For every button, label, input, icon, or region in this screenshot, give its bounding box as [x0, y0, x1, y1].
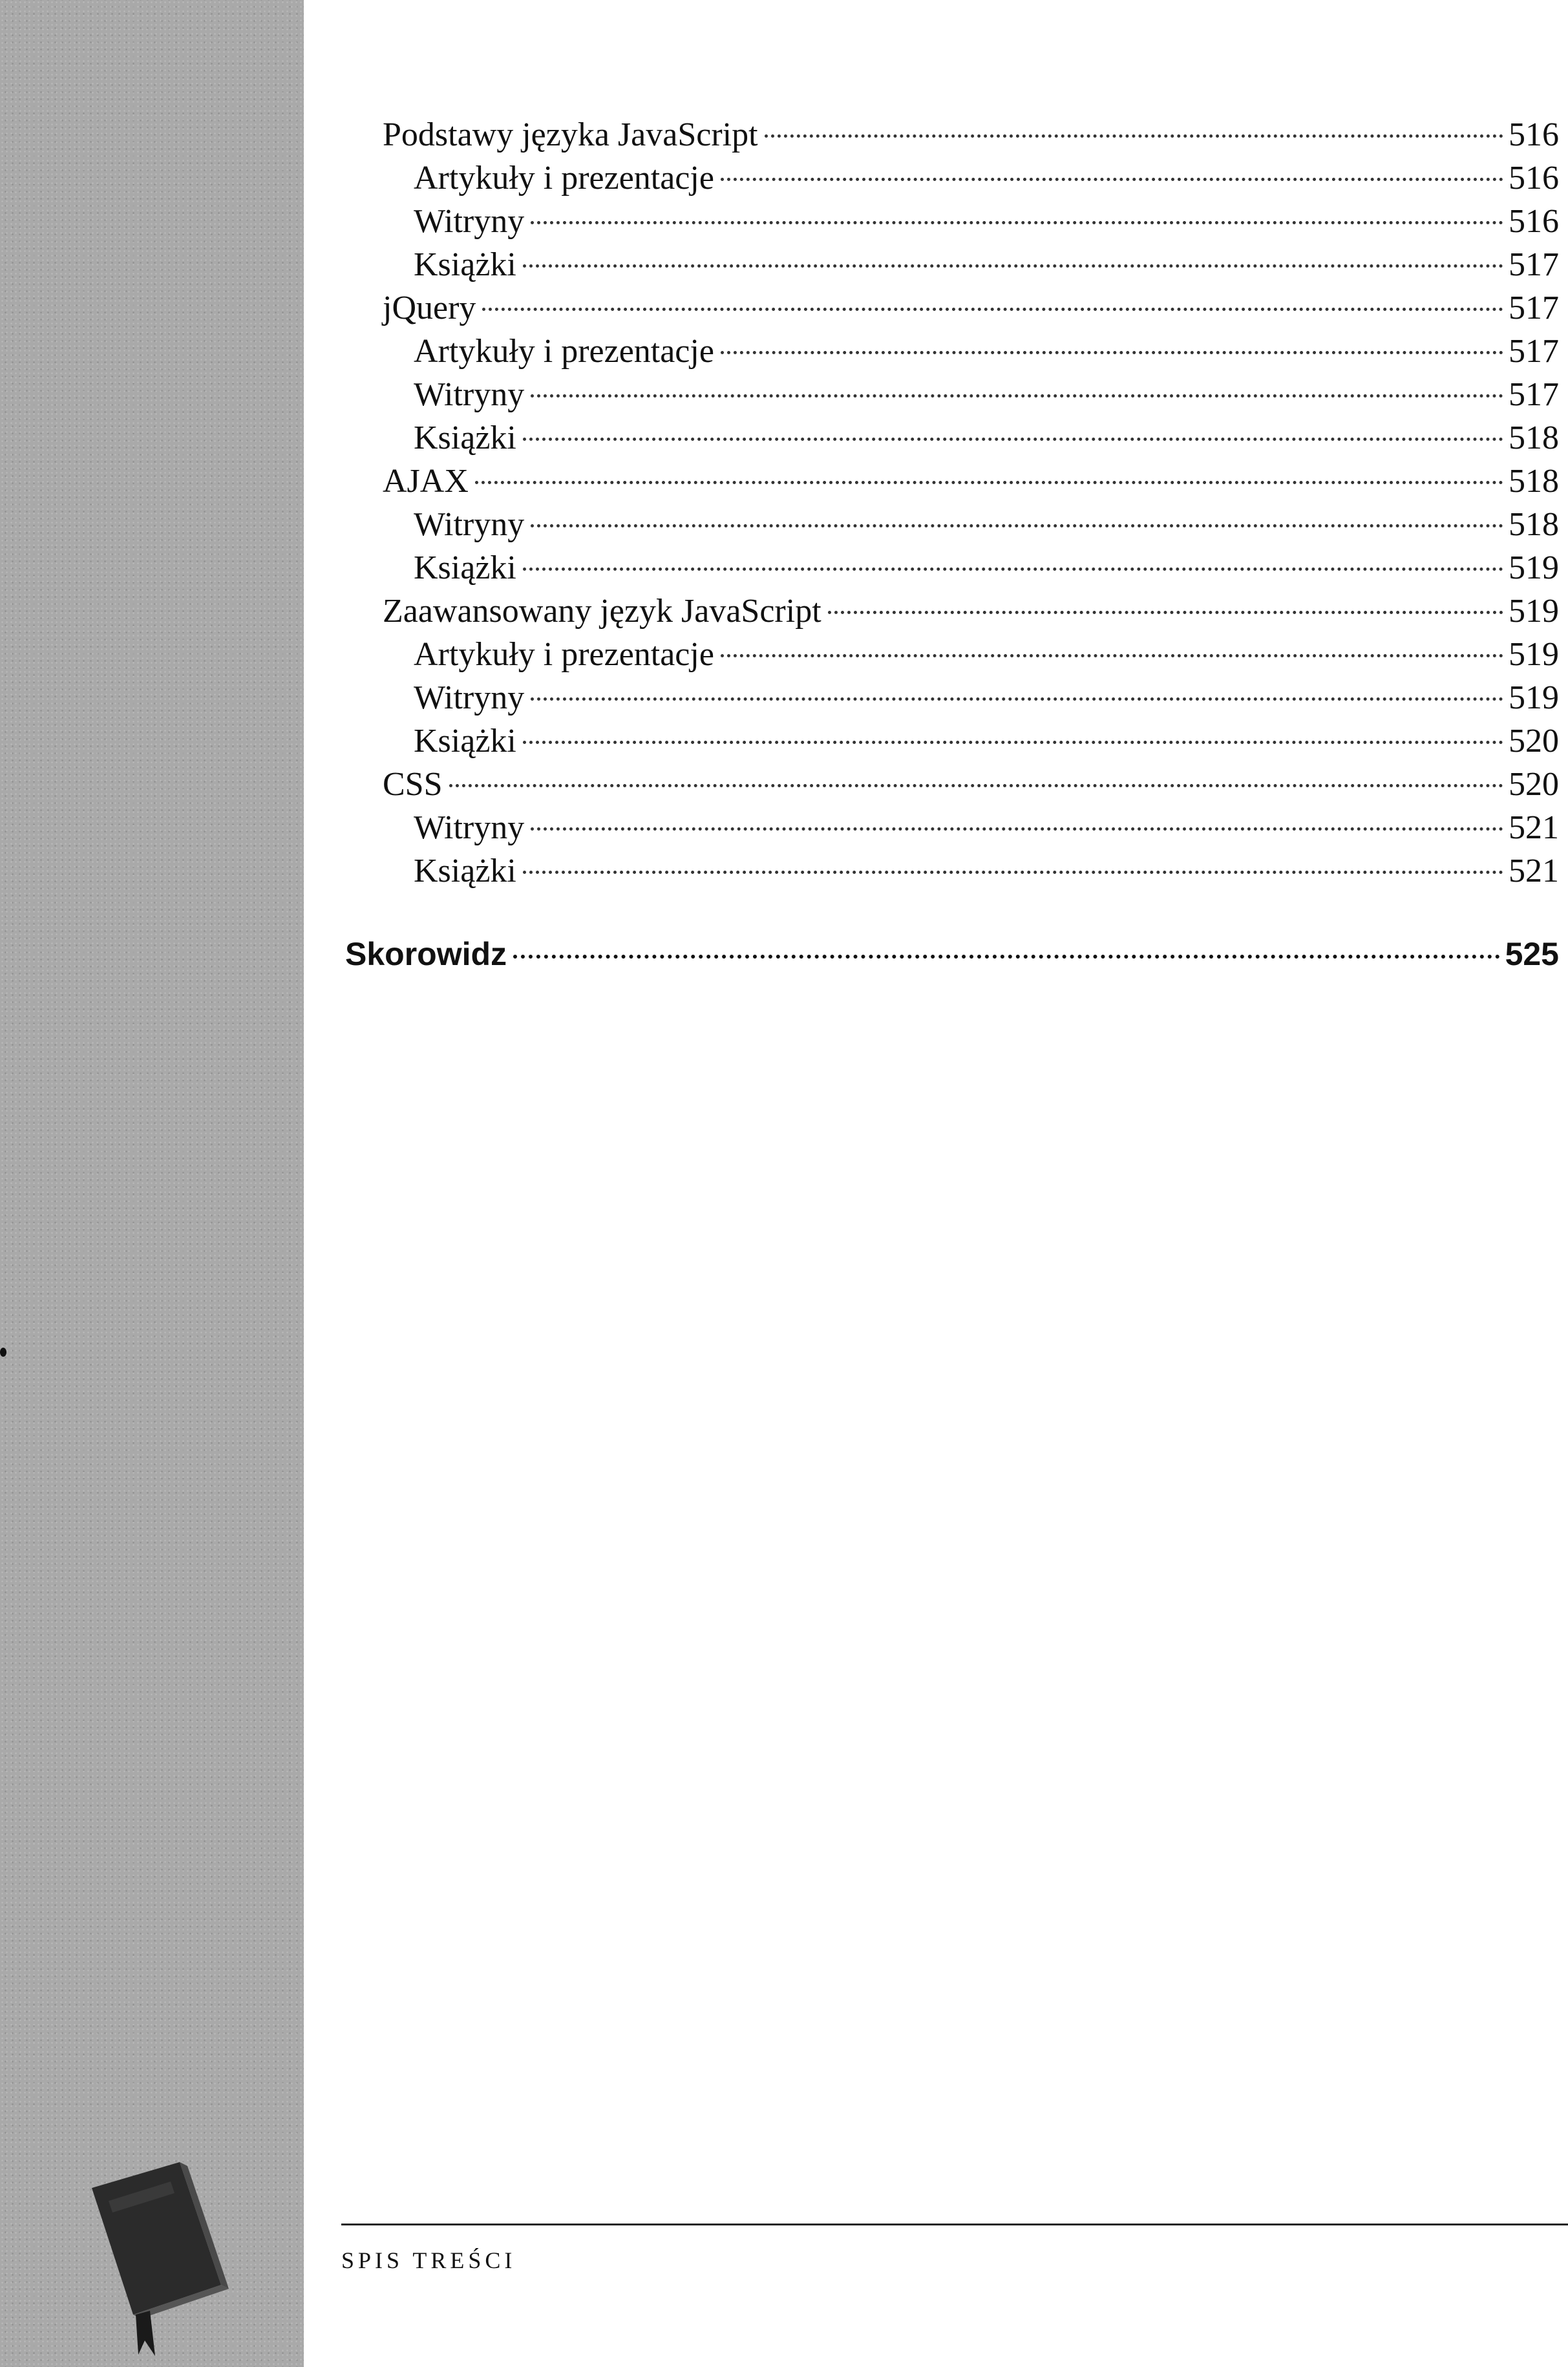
toc-entry-page: 516	[1509, 203, 1559, 240]
toc-entry-page: 518	[1509, 506, 1559, 543]
footer-divider	[341, 2224, 1568, 2225]
dot-leader	[531, 697, 1503, 701]
toc-entry-title: Witryny	[414, 679, 525, 716]
toc-entry-title: Witryny	[414, 809, 525, 846]
dot-leader	[828, 611, 1503, 614]
dot-leader	[482, 308, 1503, 311]
sidebar-band	[0, 0, 304, 2367]
toc-entry-page: 519	[1509, 636, 1559, 673]
toc-entry[interactable]	[383, 114, 1559, 156]
dot-leader	[765, 134, 1503, 138]
toc-entry-page: 517	[1509, 246, 1559, 283]
toc-entry[interactable]	[414, 547, 1559, 589]
toc-entry-title: Witryny	[414, 506, 525, 543]
dot-leader	[523, 741, 1503, 744]
toc-entry-title: Artykuły i prezentacje	[414, 160, 714, 196]
toc-entry[interactable]	[414, 633, 1559, 676]
dot-leader	[721, 178, 1503, 181]
toc-entry-page: 521	[1509, 809, 1559, 846]
dot-leader	[513, 955, 1500, 959]
toc-entry-title: Książki	[414, 723, 516, 759]
toc-entry-title: jQuery	[383, 290, 476, 326]
dot-leader	[523, 438, 1503, 441]
index-entry-title: Skorowidz	[345, 936, 507, 972]
dot-leader	[721, 654, 1503, 657]
toc-entry[interactable]	[414, 157, 1559, 200]
toc-entry[interactable]	[414, 504, 1559, 546]
toc-entry-title: Książki	[414, 549, 516, 586]
dot-leader	[523, 568, 1503, 571]
toc-entry-title: Książki	[414, 246, 516, 283]
toc-entry[interactable]	[414, 850, 1559, 893]
toc-entry-page: 520	[1509, 766, 1559, 803]
toc-entry[interactable]	[414, 807, 1559, 849]
toc-entry[interactable]	[414, 330, 1559, 373]
dot-leader	[531, 221, 1503, 224]
toc-entry[interactable]	[414, 244, 1559, 286]
toc-entry-page: 520	[1509, 723, 1559, 759]
toc-entry-title: Witryny	[414, 376, 525, 413]
index-entry-page: 525	[1505, 936, 1559, 972]
dot-leader	[531, 524, 1503, 527]
toc-entry-title: Zaawansowany język JavaScript	[383, 593, 821, 630]
dot-leader	[523, 871, 1503, 874]
toc-entry-page: 517	[1509, 290, 1559, 326]
dot-leader	[523, 264, 1503, 268]
dot-leader	[449, 784, 1503, 787]
toc-entry-title: Artykuły i prezentacje	[414, 333, 714, 370]
toc-entry-title: CSS	[383, 766, 443, 803]
toc-entry[interactable]	[383, 763, 1559, 806]
toc-entry[interactable]	[414, 200, 1559, 243]
toc-entry-title: Witryny	[414, 203, 525, 240]
toc-entry-page: 516	[1509, 160, 1559, 196]
toc-entry[interactable]	[414, 677, 1559, 719]
toc-entry-page: 517	[1509, 376, 1559, 413]
toc-entry-page: 518	[1509, 419, 1559, 456]
book-icon	[83, 2162, 231, 2356]
toc-entry-page: 517	[1509, 333, 1559, 370]
index-entry[interactable]	[345, 931, 1559, 977]
toc-entry-title: Książki	[414, 853, 516, 889]
toc-entry-page: 519	[1509, 593, 1559, 630]
toc-entry[interactable]	[383, 460, 1559, 503]
toc-entry-page: 521	[1509, 853, 1559, 889]
dot-leader	[531, 394, 1503, 398]
margin-mark	[0, 1348, 6, 1357]
toc-entry-title: Artykuły i prezentacje	[414, 636, 714, 673]
toc-entry-page: 519	[1509, 549, 1559, 586]
dot-leader	[721, 351, 1503, 354]
toc-entry[interactable]	[414, 417, 1559, 460]
toc-entry[interactable]	[414, 720, 1559, 763]
toc-entry[interactable]	[414, 374, 1559, 416]
toc-entry-page: 519	[1509, 679, 1559, 716]
toc-entry[interactable]	[383, 287, 1559, 330]
dot-leader	[531, 827, 1503, 831]
toc-entry[interactable]	[383, 590, 1559, 633]
toc-entry-title: Podstawy języka JavaScript	[383, 116, 758, 153]
dot-leader	[475, 481, 1503, 484]
toc-entry-title: AJAX	[383, 463, 469, 500]
toc-entry-page: 516	[1509, 116, 1559, 153]
toc-entry-title: Książki	[414, 419, 516, 456]
running-footer: SPIS TREŚCI	[341, 2247, 516, 2273]
toc-entry-page: 518	[1509, 463, 1559, 500]
